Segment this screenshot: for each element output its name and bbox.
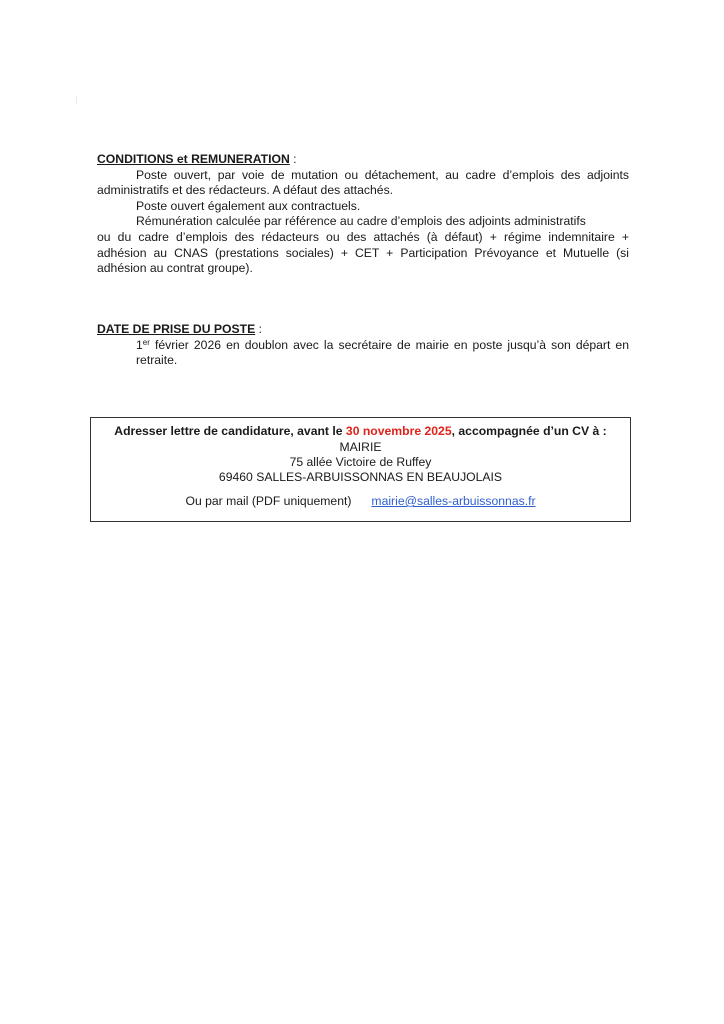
conditions-section	[97, 152, 629, 277]
date-heading-line	[97, 322, 629, 338]
deadline-date: 30 novembre 2025	[345, 424, 452, 438]
email-label: Ou par mail (PDF uniquement)	[185, 494, 352, 508]
conditions-heading: CONDITIONS et REMUNERATION	[97, 152, 290, 166]
date-heading: DATE DE PRISE DU POSTE	[97, 322, 256, 336]
date-section	[97, 322, 629, 369]
date-paragraph	[97, 338, 629, 369]
conditions-paragraph-1: Poste ouvert, par voie de mutation ou détachement, au cadre d’emplois des adjoints administratifs et des rédacteurs. A défaut des attachés.	[97, 167, 629, 198]
addressee: MAIRIE	[339, 440, 382, 454]
date-ordinal: er	[142, 337, 150, 347]
application-intro-before: Adresser lettre de candidature, avant le	[114, 424, 346, 438]
date-heading-colon: :	[255, 322, 263, 336]
application-box	[90, 417, 631, 522]
conditions-paragraph-3-first-line: Rémunération calculée par référence au cadre d’emplois des adjoints administratifs	[136, 214, 586, 229]
application-intro-after: , accompagnée d’un CV à :	[451, 424, 607, 438]
conditions-heading-colon: :	[289, 152, 297, 166]
application-intro	[91, 424, 630, 440]
email-line	[91, 494, 630, 510]
email-link[interactable]: mairie@salles-arbuissonnas.fr	[371, 494, 536, 508]
conditions-heading-line	[97, 152, 629, 168]
scan-mark	[76, 96, 77, 104]
date-text: février 2026 en doublon avec la secrétaire de mairie en poste jusqu’à son départ en retraite.	[136, 337, 629, 368]
conditions-paragraph-3-rest: ou du cadre d’emplois des rédacteurs ou des attachés (à défaut) + régime indemnitaire + adhésion au CNAS (prestations sociales) + CET + Participation Prévoyance et Mutuelle (si adhésion au contrat groupe).	[97, 229, 629, 276]
street-address: 75 allée Victoire de Ruffey	[289, 455, 432, 469]
city-address: 69460 SALLES-ARBUISSONNAS EN BEAUJOLAIS	[218, 470, 503, 484]
conditions-paragraph-2: Poste ouvert également aux contractuels.	[136, 198, 361, 213]
date-day: 1	[136, 337, 143, 352]
